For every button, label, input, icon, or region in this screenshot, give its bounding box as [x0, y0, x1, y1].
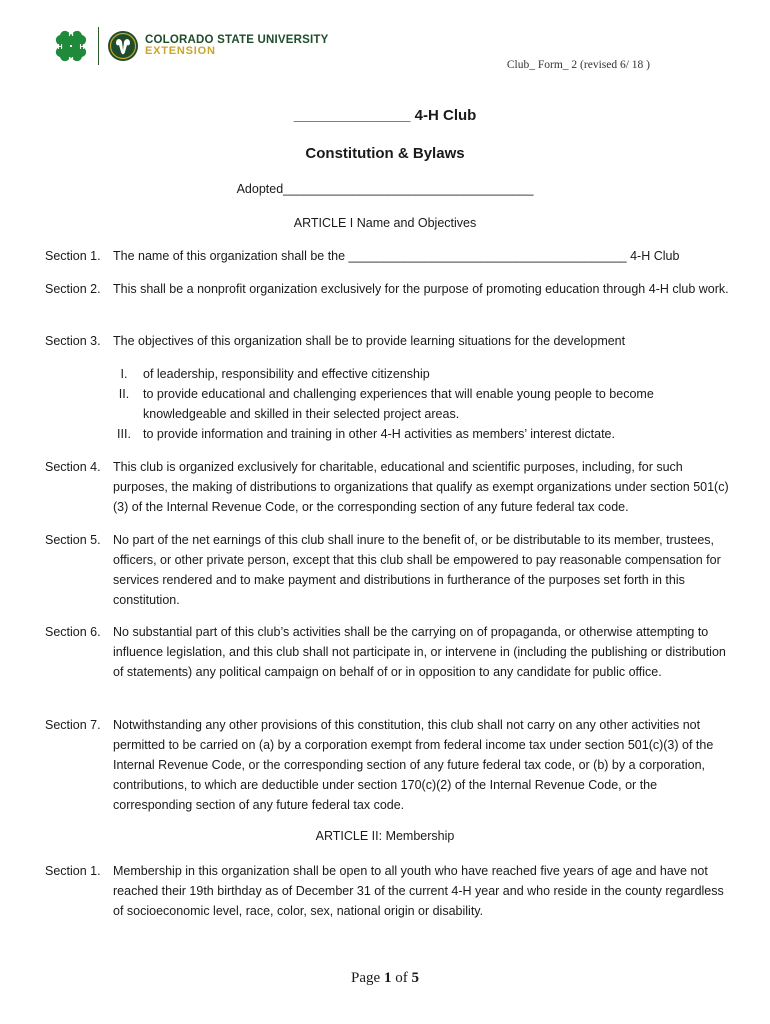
form-code: Club_ Form_ 2 (revised 6/ 18 ): [506, 59, 650, 71]
section-text: This shall be a nonprofit organization exclusively for the purpose of promoting education through 4-H club work.: [113, 282, 729, 296]
objectives-list: [105, 364, 705, 444]
section-label: Section 3.: [45, 334, 101, 348]
current-page: 1: [383, 970, 392, 986]
list-text: of leadership, responsibility and effective citizenship: [143, 367, 430, 381]
article-2-section-1: [45, 861, 735, 921]
list-item: [105, 384, 705, 424]
section-text: No part of the net earnings of this club shall inure to the benefit of, or be distributable to its member, trustees, officers, or other private person, except that this club shall be empowered to pay reasonable compensation for services rendered and to make payment and distributions in furtherance of the purposes set forth in this constitution.: [113, 533, 721, 607]
section-label: Section 1.: [45, 249, 101, 263]
list-number: III.: [117, 427, 131, 441]
article-1-heading: ARTICLE I Name and Objectives: [293, 216, 477, 230]
adopted-line: Adopted____________________________________: [236, 182, 534, 196]
section-label: Section 7.: [45, 718, 101, 732]
4h-clover-logo-icon: [50, 25, 92, 67]
logo-divider: [98, 27, 99, 65]
list-number: II.: [118, 387, 130, 401]
club-title: ______________ 4-H Club: [293, 107, 477, 124]
section-label: Section 1.: [45, 864, 101, 878]
page-number: [0, 970, 770, 987]
section-text: The name of this organization shall be the ________________________________________ 4-H Club: [113, 249, 680, 263]
article-1-section-5: [45, 530, 735, 610]
list-item: [105, 424, 705, 444]
article-1-section-2: [45, 279, 735, 299]
csu-wordmark: [145, 34, 328, 58]
list-text: to provide educational and challenging experiences that will enable young people to become knowledgeable and skilled in their selected project areas.: [143, 387, 654, 421]
article-1-section-1: [45, 246, 735, 266]
article-2-heading: ARTICLE II: Membership: [315, 829, 455, 843]
document-title: Constitution & Bylaws: [305, 145, 465, 162]
page-word: Page: [351, 970, 381, 986]
article-1-section-7: [45, 715, 735, 815]
section-text: Notwithstanding any other provisions of this constitution, this club shall not carry on any other activities not permitted to be carried on (a) by a corporation exempt from federal income tax under section 501(c)(3) of the Internal Revenue Code, or the corresponding section of any future federal tax code, or (b) by a corporation, contributions, to which are deductible under section 170(c)(2) of the Internal Revenue Code, or the corresponding section of any future federal tax code.: [113, 718, 714, 812]
article-1-section-3: [45, 331, 735, 351]
section-label: Section 4.: [45, 460, 101, 474]
svg-text:H: H: [68, 57, 74, 64]
section-label: Section 2.: [45, 282, 101, 296]
section-text: No substantial part of this club’s activities shall be the carrying on of propaganda, or otherwise attempting to influence legislation, and this club shall not participate in, or intervene in (including the publishing or distribution of statements) any political campaign on behalf of or in opposition to any candidate for public office.: [113, 625, 726, 679]
header-logos: [50, 24, 328, 68]
csu-extension: EXTENSION: [145, 45, 216, 58]
of-word: of: [395, 970, 408, 986]
total-pages: 5: [411, 970, 419, 986]
list-item: [105, 364, 705, 384]
list-text: to provide information and training in other 4-H activities as members’ interest dictate.: [143, 427, 615, 441]
csu-ram-logo-icon: [107, 30, 139, 62]
section-label: Section 6.: [45, 625, 101, 639]
svg-text:H: H: [68, 31, 74, 38]
article-1-section-4: [45, 457, 735, 517]
section-text: This club is organized exclusively for charitable, educational and scientific purposes, including, for such purposes, the making of distributions to organizations that qualify as exempt organizations under section 501(c)(3) of the Internal Revenue Code, or the corresponding section of any future federal tax code.: [113, 460, 729, 514]
section-text: Membership in this organization shall be open to all youth who have reached five years of age and have not reached their 19th birthday as of December 31 of the current 4-H year and who reside in the county regardless of socioeconomic level, race, color, sex, national origin or disability.: [113, 864, 724, 918]
section-text: The objectives of this organization shall be to provide learning situations for the development: [113, 334, 626, 348]
article-1-section-6: [45, 622, 735, 682]
list-number: I.: [120, 367, 128, 381]
csu-name: COLORADO STATE UNIVERSITY: [145, 34, 329, 47]
section-label: Section 5.: [45, 533, 101, 547]
svg-text:H: H: [57, 44, 63, 51]
svg-text:H: H: [79, 44, 85, 51]
